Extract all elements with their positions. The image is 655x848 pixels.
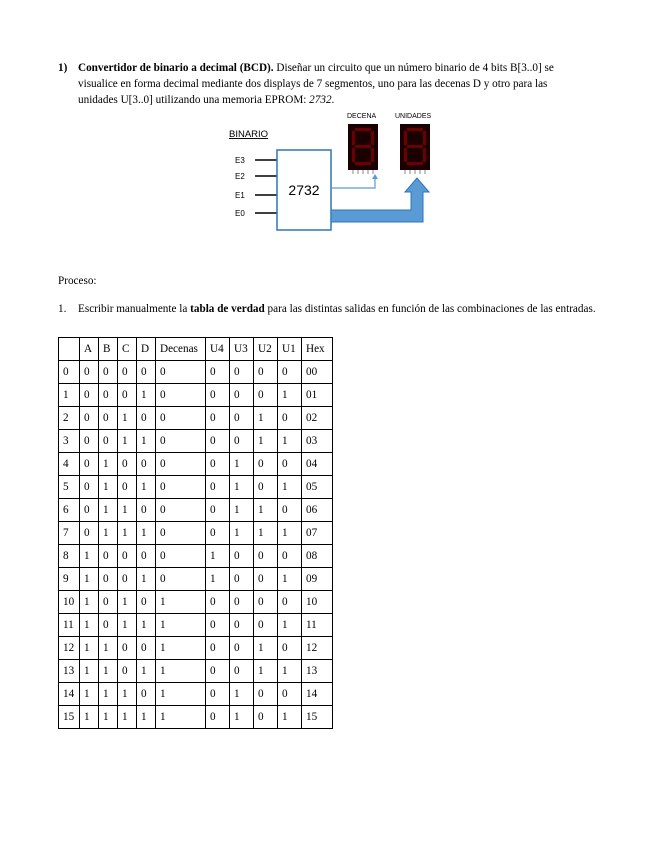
table-cell: 11 bbox=[59, 614, 80, 637]
table-cell: 1 bbox=[99, 637, 118, 660]
table-cell bbox=[59, 338, 80, 361]
input-label-e3: E3 bbox=[235, 156, 245, 165]
table-cell: 1 bbox=[99, 683, 118, 706]
table-cell: 1 bbox=[278, 568, 302, 591]
table-cell: 1 bbox=[278, 430, 302, 453]
table-cell: 0 bbox=[80, 430, 99, 453]
table-cell: 0 bbox=[137, 637, 156, 660]
problem-title: Convertidor de binario a decimal (BCD). bbox=[78, 62, 274, 74]
table-cell: 7 bbox=[59, 522, 80, 545]
table-row bbox=[59, 522, 333, 545]
unidades-display bbox=[400, 124, 430, 174]
table-cell: 1 bbox=[254, 430, 278, 453]
unidades-label: UNIDADES bbox=[395, 113, 432, 120]
table-cell: 1 bbox=[59, 384, 80, 407]
table-cell: 0 bbox=[278, 361, 302, 384]
table-cell: 1 bbox=[206, 545, 230, 568]
table-cell: 1 bbox=[254, 499, 278, 522]
table-row bbox=[59, 683, 333, 706]
table-cell: 0 bbox=[254, 591, 278, 614]
table-cell: 13 bbox=[59, 660, 80, 683]
step-text: Escribir manualmente la tabla de verdad para las distintas salidas en función de las combinaciones de las entradas. bbox=[78, 303, 596, 315]
table-cell: 1 bbox=[278, 476, 302, 499]
table-cell: 07 bbox=[302, 522, 333, 545]
table-cell: 1 bbox=[254, 407, 278, 430]
table-cell: 0 bbox=[118, 453, 137, 476]
table-cell: 1 bbox=[118, 430, 137, 453]
table-cell: 1 bbox=[118, 614, 137, 637]
table-cell: 0 bbox=[118, 568, 137, 591]
decena-arrow bbox=[331, 178, 375, 188]
table-cell: U4 bbox=[206, 338, 230, 361]
table-cell: 0 bbox=[230, 545, 254, 568]
table-cell: 0 bbox=[80, 453, 99, 476]
circuit-diagram bbox=[225, 108, 445, 238]
table-cell: U1 bbox=[278, 338, 302, 361]
table-cell: 1 bbox=[118, 591, 137, 614]
table-cell: 0 bbox=[254, 476, 278, 499]
table-cell: 01 bbox=[302, 384, 333, 407]
table-cell: Decenas bbox=[156, 338, 206, 361]
table-cell: 0 bbox=[80, 499, 99, 522]
table-cell: 1 bbox=[254, 660, 278, 683]
table-cell: 0 bbox=[156, 545, 206, 568]
table-cell: 12 bbox=[59, 637, 80, 660]
table-cell: 0 bbox=[278, 499, 302, 522]
table-cell: 1 bbox=[206, 568, 230, 591]
table-cell: 0 bbox=[99, 361, 118, 384]
table-cell: 0 bbox=[206, 683, 230, 706]
unidades-arrow bbox=[331, 178, 429, 222]
table-cell: 1 bbox=[278, 522, 302, 545]
table-row bbox=[59, 545, 333, 568]
table-cell: 0 bbox=[156, 361, 206, 384]
table-cell: 0 bbox=[254, 384, 278, 407]
table-cell: 0 bbox=[206, 614, 230, 637]
table-cell: 0 bbox=[254, 545, 278, 568]
table-cell: 0 bbox=[137, 545, 156, 568]
table-cell: 1 bbox=[254, 522, 278, 545]
table-cell: 0 bbox=[156, 430, 206, 453]
table-cell: 0 bbox=[137, 407, 156, 430]
table-cell: 0 bbox=[80, 407, 99, 430]
table-cell: 06 bbox=[302, 499, 333, 522]
table-cell: 00 bbox=[302, 361, 333, 384]
table-cell: 15 bbox=[302, 706, 333, 729]
table-cell: 0 bbox=[230, 384, 254, 407]
table-cell: 1 bbox=[230, 499, 254, 522]
decena-arrow-head bbox=[372, 174, 378, 179]
problem-number: 1) bbox=[58, 62, 68, 74]
table-cell: 0 bbox=[278, 545, 302, 568]
table-cell: 14 bbox=[302, 683, 333, 706]
table-cell: 11 bbox=[302, 614, 333, 637]
table-cell: 6 bbox=[59, 499, 80, 522]
table-cell: B bbox=[99, 338, 118, 361]
table-cell: 0 bbox=[156, 499, 206, 522]
table-cell: 1 bbox=[278, 614, 302, 637]
table-header-row bbox=[59, 338, 333, 361]
table-cell: 04 bbox=[302, 453, 333, 476]
table-cell: 1 bbox=[230, 476, 254, 499]
table-cell: 08 bbox=[302, 545, 333, 568]
table-cell: 1 bbox=[118, 706, 137, 729]
table-cell: 0 bbox=[230, 407, 254, 430]
table-cell: 0 bbox=[99, 430, 118, 453]
table-cell: 0 bbox=[99, 614, 118, 637]
table-cell: D bbox=[137, 338, 156, 361]
table-cell: 0 bbox=[118, 384, 137, 407]
input-label-e1: E1 bbox=[235, 191, 245, 200]
table-cell: 0 bbox=[137, 453, 156, 476]
table-cell: 1 bbox=[118, 407, 137, 430]
table-row bbox=[59, 706, 333, 729]
table-cell: 1 bbox=[137, 660, 156, 683]
table-cell: 13 bbox=[302, 660, 333, 683]
table-cell: 0 bbox=[118, 361, 137, 384]
table-cell: 0 bbox=[99, 384, 118, 407]
table-cell: Hex bbox=[302, 338, 333, 361]
table-cell: 0 bbox=[137, 591, 156, 614]
table-cell: 0 bbox=[206, 361, 230, 384]
table-cell: 2 bbox=[59, 407, 80, 430]
table-cell: 0 bbox=[278, 453, 302, 476]
table-cell: 09 bbox=[302, 568, 333, 591]
table-cell: 0 bbox=[278, 683, 302, 706]
table-cell: 1 bbox=[156, 706, 206, 729]
table-cell: 1 bbox=[80, 568, 99, 591]
table-cell: 1 bbox=[80, 637, 99, 660]
table-cell: 0 bbox=[206, 453, 230, 476]
table-cell: 0 bbox=[80, 476, 99, 499]
table-cell: 0 bbox=[156, 476, 206, 499]
table-cell: 0 bbox=[80, 361, 99, 384]
problem-text: Convertidor de binario a decimal (BCD). Diseñar un circuito que un número binario de 4 bits B[3..0] se visualice en forma decimal mediante dos displays de 7 segmentos, uno para las decenas D y otro para las unidades U[3..0] utilizando una memoria EPROM: 2732. bbox=[78, 62, 554, 106]
table-cell: 0 bbox=[278, 591, 302, 614]
table-row bbox=[59, 568, 333, 591]
table-cell: 0 bbox=[230, 660, 254, 683]
problem-body: Diseñar un circuito que un número binario de 4 bits B[3..0] se visualice en forma decimal mediante dos displays de 7 segmentos, uno para las decenas D y otro para las unidades U[3..0] utilizando una memoria EPROM: bbox=[78, 62, 554, 106]
table-cell: 0 bbox=[99, 591, 118, 614]
table-cell: 0 bbox=[206, 591, 230, 614]
table-cell: 3 bbox=[59, 430, 80, 453]
table-row bbox=[59, 660, 333, 683]
table-cell: 0 bbox=[206, 407, 230, 430]
eprom-chip-label: 2732 bbox=[288, 182, 320, 198]
table-cell: 0 bbox=[137, 683, 156, 706]
table-cell: 0 bbox=[230, 568, 254, 591]
step-1 bbox=[58, 301, 598, 317]
table-cell: 1 bbox=[80, 706, 99, 729]
table-cell: 15 bbox=[59, 706, 80, 729]
table-row bbox=[59, 476, 333, 499]
circuit-svg bbox=[225, 108, 445, 238]
step-number: 1. bbox=[58, 303, 67, 315]
input-label-e0: E0 bbox=[235, 209, 245, 218]
table-cell: 1 bbox=[156, 660, 206, 683]
table-cell: 0 bbox=[156, 568, 206, 591]
table-cell: 1 bbox=[137, 706, 156, 729]
table-row bbox=[59, 453, 333, 476]
binario-label: BINARIO bbox=[229, 129, 269, 140]
table-cell: 0 bbox=[137, 499, 156, 522]
table-cell: 1 bbox=[99, 476, 118, 499]
table-cell: 1 bbox=[80, 591, 99, 614]
table-cell: 1 bbox=[99, 706, 118, 729]
table-cell: 1 bbox=[137, 476, 156, 499]
table-cell: 0 bbox=[254, 683, 278, 706]
table-cell: 1 bbox=[156, 591, 206, 614]
table-cell: 1 bbox=[118, 499, 137, 522]
table-cell: 8 bbox=[59, 545, 80, 568]
table-cell: 9 bbox=[59, 568, 80, 591]
table-cell: 1 bbox=[278, 706, 302, 729]
table-cell: 0 bbox=[206, 499, 230, 522]
table-cell: 1 bbox=[156, 637, 206, 660]
table-cell: 0 bbox=[254, 568, 278, 591]
eprom-model: 2732 bbox=[309, 94, 332, 106]
table-cell: 02 bbox=[302, 407, 333, 430]
table-cell: 10 bbox=[302, 591, 333, 614]
table-row bbox=[59, 430, 333, 453]
table-cell: 1 bbox=[137, 614, 156, 637]
table-cell: 0 bbox=[99, 407, 118, 430]
table-row bbox=[59, 637, 333, 660]
table-cell: 0 bbox=[230, 430, 254, 453]
table-cell: 1 bbox=[80, 683, 99, 706]
table-cell: U2 bbox=[254, 338, 278, 361]
table-cell: 0 bbox=[206, 476, 230, 499]
table-cell: 0 bbox=[206, 706, 230, 729]
table-cell: 4 bbox=[59, 453, 80, 476]
table-row bbox=[59, 591, 333, 614]
table-cell: 03 bbox=[302, 430, 333, 453]
table-cell: 0 bbox=[99, 568, 118, 591]
table-cell: 0 bbox=[230, 614, 254, 637]
table-cell: 0 bbox=[118, 545, 137, 568]
table-cell: 1 bbox=[137, 522, 156, 545]
table-cell: 0 bbox=[206, 384, 230, 407]
table-cell: 0 bbox=[254, 614, 278, 637]
step-bold: tabla de verdad bbox=[190, 303, 265, 315]
table-cell: 0 bbox=[99, 545, 118, 568]
table-cell: 1 bbox=[118, 683, 137, 706]
table-cell: 1 bbox=[230, 453, 254, 476]
table-cell: 0 bbox=[206, 660, 230, 683]
table-cell: 0 bbox=[230, 637, 254, 660]
table-cell: U3 bbox=[230, 338, 254, 361]
table-cell: 1 bbox=[80, 545, 99, 568]
table-cell: 14 bbox=[59, 683, 80, 706]
table-cell: 12 bbox=[302, 637, 333, 660]
table-cell: 0 bbox=[156, 384, 206, 407]
table-cell: 0 bbox=[80, 384, 99, 407]
table-cell: A bbox=[80, 338, 99, 361]
table-cell: 0 bbox=[118, 476, 137, 499]
table-cell: 0 bbox=[230, 591, 254, 614]
table-row bbox=[59, 407, 333, 430]
decena-label: DECENA bbox=[347, 113, 377, 120]
table-cell: 0 bbox=[80, 522, 99, 545]
table-cell: 0 bbox=[230, 361, 254, 384]
table-cell: C bbox=[118, 338, 137, 361]
table-cell: 0 bbox=[254, 361, 278, 384]
table-row bbox=[59, 384, 333, 407]
table-cell: 1 bbox=[137, 568, 156, 591]
table-cell: 0 bbox=[254, 453, 278, 476]
table-cell: 0 bbox=[206, 430, 230, 453]
table-row bbox=[59, 361, 333, 384]
table-cell: 0 bbox=[254, 706, 278, 729]
table-cell: 0 bbox=[278, 637, 302, 660]
table-cell: 1 bbox=[230, 706, 254, 729]
table-cell: 1 bbox=[99, 499, 118, 522]
table-cell: 0 bbox=[59, 361, 80, 384]
table-cell: 1 bbox=[99, 522, 118, 545]
table-cell: 1 bbox=[137, 430, 156, 453]
table-cell: 1 bbox=[278, 660, 302, 683]
table-cell: 1 bbox=[254, 637, 278, 660]
table-cell: 05 bbox=[302, 476, 333, 499]
problem-statement bbox=[58, 60, 588, 108]
table-cell: 0 bbox=[278, 407, 302, 430]
table-cell: 0 bbox=[156, 407, 206, 430]
table-cell: 1 bbox=[278, 384, 302, 407]
truth-table bbox=[58, 337, 333, 729]
table-cell: 0 bbox=[156, 453, 206, 476]
table-cell: 1 bbox=[156, 614, 206, 637]
table-cell: 0 bbox=[118, 660, 137, 683]
table-cell: 0 bbox=[137, 361, 156, 384]
table-cell: 1 bbox=[156, 683, 206, 706]
table-cell: 1 bbox=[230, 683, 254, 706]
decena-display bbox=[348, 124, 378, 174]
table-cell: 0 bbox=[206, 522, 230, 545]
table-cell: 1 bbox=[118, 522, 137, 545]
table-cell: 0 bbox=[156, 522, 206, 545]
table-row bbox=[59, 499, 333, 522]
table-cell: 0 bbox=[206, 637, 230, 660]
input-label-e2: E2 bbox=[235, 172, 245, 181]
table-cell: 5 bbox=[59, 476, 80, 499]
table-cell: 1 bbox=[80, 660, 99, 683]
table-cell: 0 bbox=[118, 637, 137, 660]
table-cell: 1 bbox=[99, 453, 118, 476]
table-cell: 10 bbox=[59, 591, 80, 614]
table-cell: 1 bbox=[99, 660, 118, 683]
table-row bbox=[59, 614, 333, 637]
table-cell: 1 bbox=[80, 614, 99, 637]
proceso-heading: Proceso: bbox=[58, 275, 97, 287]
table-cell: 1 bbox=[137, 384, 156, 407]
table-cell: 1 bbox=[230, 522, 254, 545]
